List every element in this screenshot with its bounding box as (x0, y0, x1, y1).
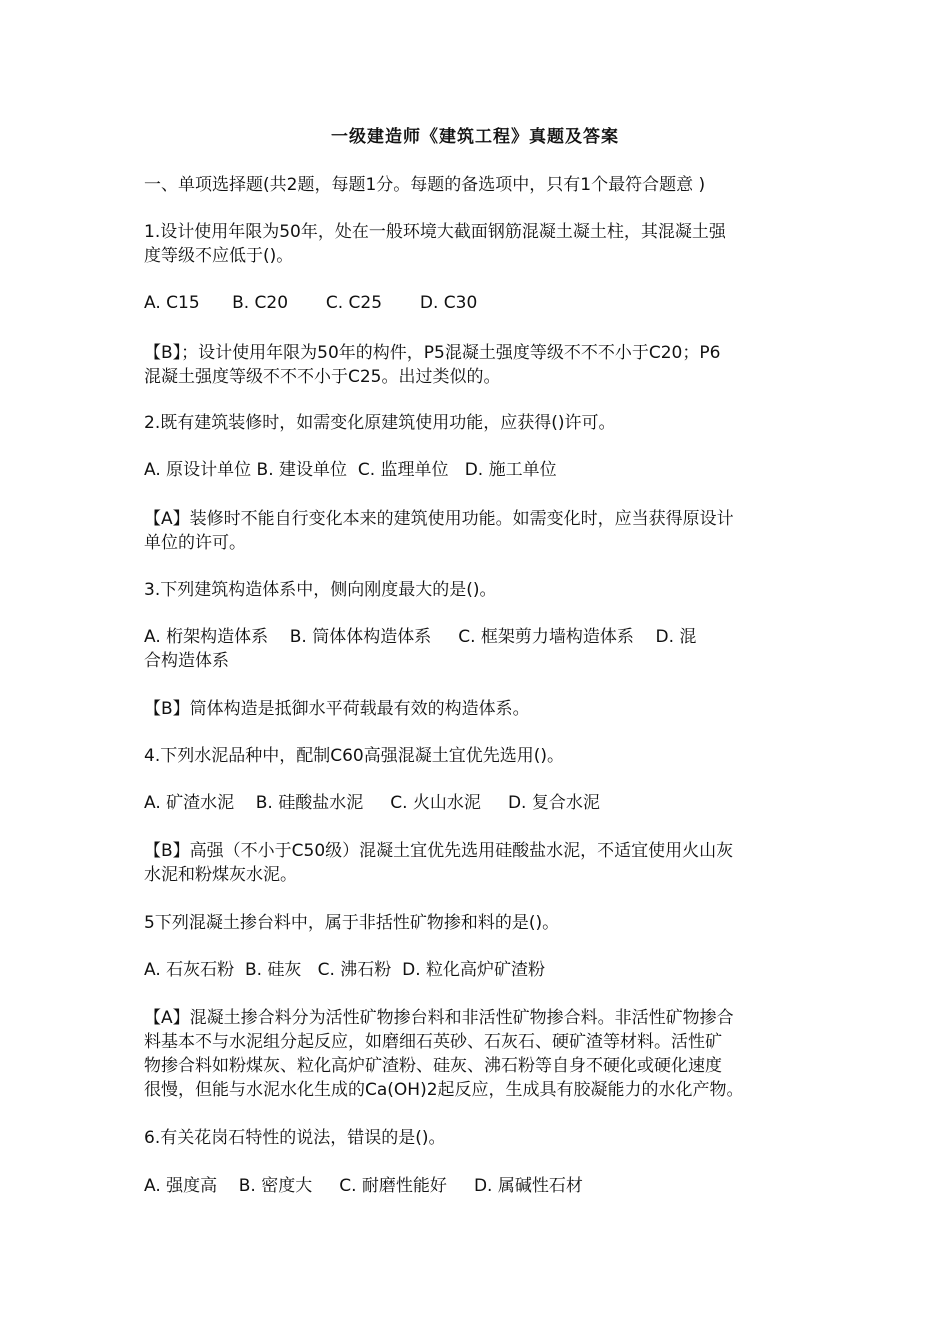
question-4-text: 4.下列水泥品种中，配制C60高强混凝土宜优先选用()。 (144, 746, 564, 766)
question-1-options: A. C15 B. C20 C. C25 D. C30 (144, 293, 478, 313)
question-5-options: A. 石灰石粉 B. 硅灰 C. 沸石粉 D. 粒化高炉矿渣粉 (144, 960, 546, 980)
answer-5-line-4: 很慢，但能与水泥水化生成的Ca(OH)2起反应，生成具有胶凝能力的水化产物。 (144, 1080, 744, 1100)
question-5-text: 5下列混凝土掺台料中，属于非括性矿物掺和料的是()。 (144, 913, 560, 933)
answer-5-line-2: 料基本不与水泥组分起反应，如磨细石英砂、石灰石、硬矿渣等材料。活性矿 (144, 1032, 722, 1052)
question-6-text: 6.有关花岗石特性的说法，错误的是()。 (144, 1128, 446, 1148)
question-3-options-line-2: 合构造体系 (144, 651, 229, 671)
answer-1-line-1: 【B】；设计使用年限为50年的构件，P5混凝土强度等级不不不小于C20；P6 (144, 343, 721, 363)
answer-5-line-3: 物掺合料如粉煤灰、粒化高炉矿渣粉、硅灰、沸石粉等自身不硬化或硬化速度 (144, 1056, 722, 1076)
question-2-options: A. 原设计单位 B. 建设单位 C. 监理单位 D. 施工单位 (144, 460, 557, 480)
answer-4-line-2: 水泥和粉煤灰水泥。 (144, 865, 297, 885)
question-1-text-line-1: 1.设计使用年限为50年，处在一般环境大截面钢筋混凝土凝土柱，其混凝土强 (144, 222, 726, 242)
answer-2-line-2: 单位的许可。 (144, 533, 246, 553)
answer-2-line-1: 【A】装修时不能自行变化本来的建筑使用功能。如需变化时，应当获得原设计 (144, 509, 734, 529)
answer-3: 【B】筒体构造是抵御水平荷载最有效的构造体系。 (144, 699, 530, 719)
question-3-text: 3.下列建筑构造体系中，侧向刚度最大的是()。 (144, 580, 497, 600)
question-4-options: A. 矿渣水泥 B. 硅酸盐水泥 C. 火山水泥 D. 复合水泥 (144, 793, 600, 813)
document-title: 一级建造师《建筑工程》真题及答案 (331, 127, 619, 147)
answer-1-line-2: 混凝土强度等级不不不小于C25。出过类似的。 (144, 367, 501, 387)
question-6-options: A. 强度高 B. 密度大 C. 耐磨性能好 D. 属碱性石材 (144, 1176, 583, 1196)
question-2-text: 2.既有建筑装修时，如需变化原建筑使用功能，应获得()许可。 (144, 413, 616, 433)
section-heading: 一、单项选择题(共2题，每题1分。每题的备选项中，只有1个最符合题意 ) (144, 175, 706, 195)
question-3-options-line-1: A. 桁架构造体系 B. 筒体体构造体系 C. 框架剪力墙构造体系 D. 混 (144, 627, 697, 647)
answer-4-line-1: 【B】高强（不小于C50级）混凝土宜优先选用硅酸盐水泥，不适宜使用火山灰 (144, 841, 734, 861)
question-1-text-line-2: 度等级不应低于()。 (144, 246, 294, 266)
answer-5-line-1: 【A】混凝土掺合料分为活性矿物掺台料和非活性矿物掺合料。非活性矿物掺合 (144, 1008, 734, 1028)
